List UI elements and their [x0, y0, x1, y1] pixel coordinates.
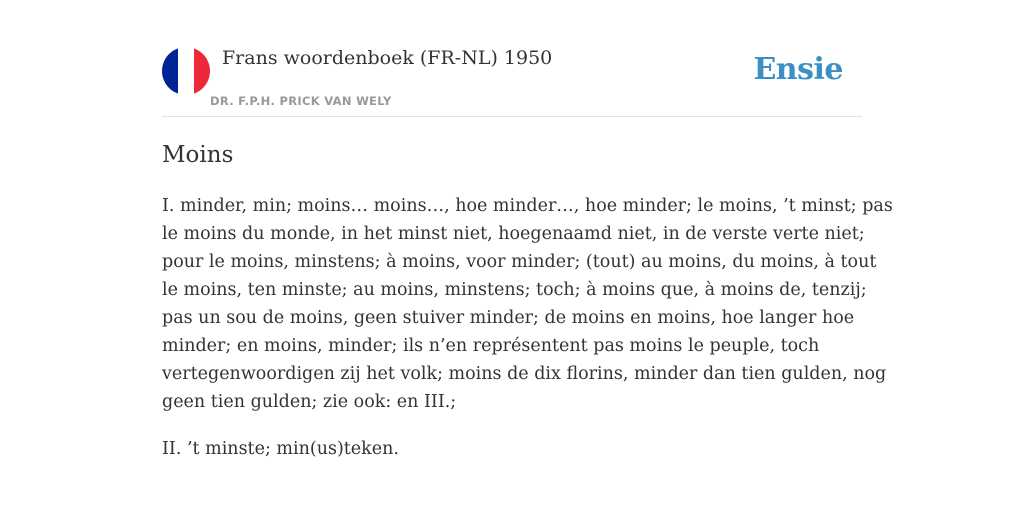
dictionary-card: [162, 0, 893, 512]
dictionary-title[interactable]: Frans woordenboek (FR-NL) 1950: [222, 47, 553, 69]
dictionary-header: [162, 0, 862, 117]
france-flag-icon: [162, 47, 210, 95]
definition-line: le moins du monde, in het minst niet, hoegenaamd niet, in de verste verte niet;: [162, 224, 865, 244]
definition-2: [162, 435, 862, 463]
definition-line: II. ’t minste; min(us)teken.: [162, 439, 399, 459]
definition-1: [162, 192, 893, 416]
entry-definitions: [162, 192, 893, 482]
definition-line: pour le moins, minstens; à moins, voor minder; (tout) au moins, du moins, à tout: [162, 252, 877, 272]
ensie-logo-link[interactable]: Ensie: [753, 52, 843, 87]
definition-line: vertegenwoordigen zij het volk; moins de dix florins, minder dan tien gulden, nog: [162, 364, 887, 384]
definition-line: geen tien gulden; zie ook: en III.;: [162, 392, 457, 412]
definition-line: minder; en moins, minder; ils n’en représentent pas moins le peuple, toch: [162, 336, 820, 356]
definition-line: pas un sou de moins, geen stuiver minder; de moins en moins, hoe langer hoe: [162, 308, 855, 328]
entry-headword: Moins: [162, 142, 234, 168]
dictionary-author: DR. F.P.H. PRICK VAN WELY: [210, 94, 392, 108]
definition-line: I. minder, min; moins… moins…, hoe minder…, hoe minder; le moins, ’t minst; pas: [162, 196, 893, 216]
definition-line: le moins, ten minste; au moins, minstens; toch; à moins que, à moins de, tenzij;: [162, 280, 867, 300]
